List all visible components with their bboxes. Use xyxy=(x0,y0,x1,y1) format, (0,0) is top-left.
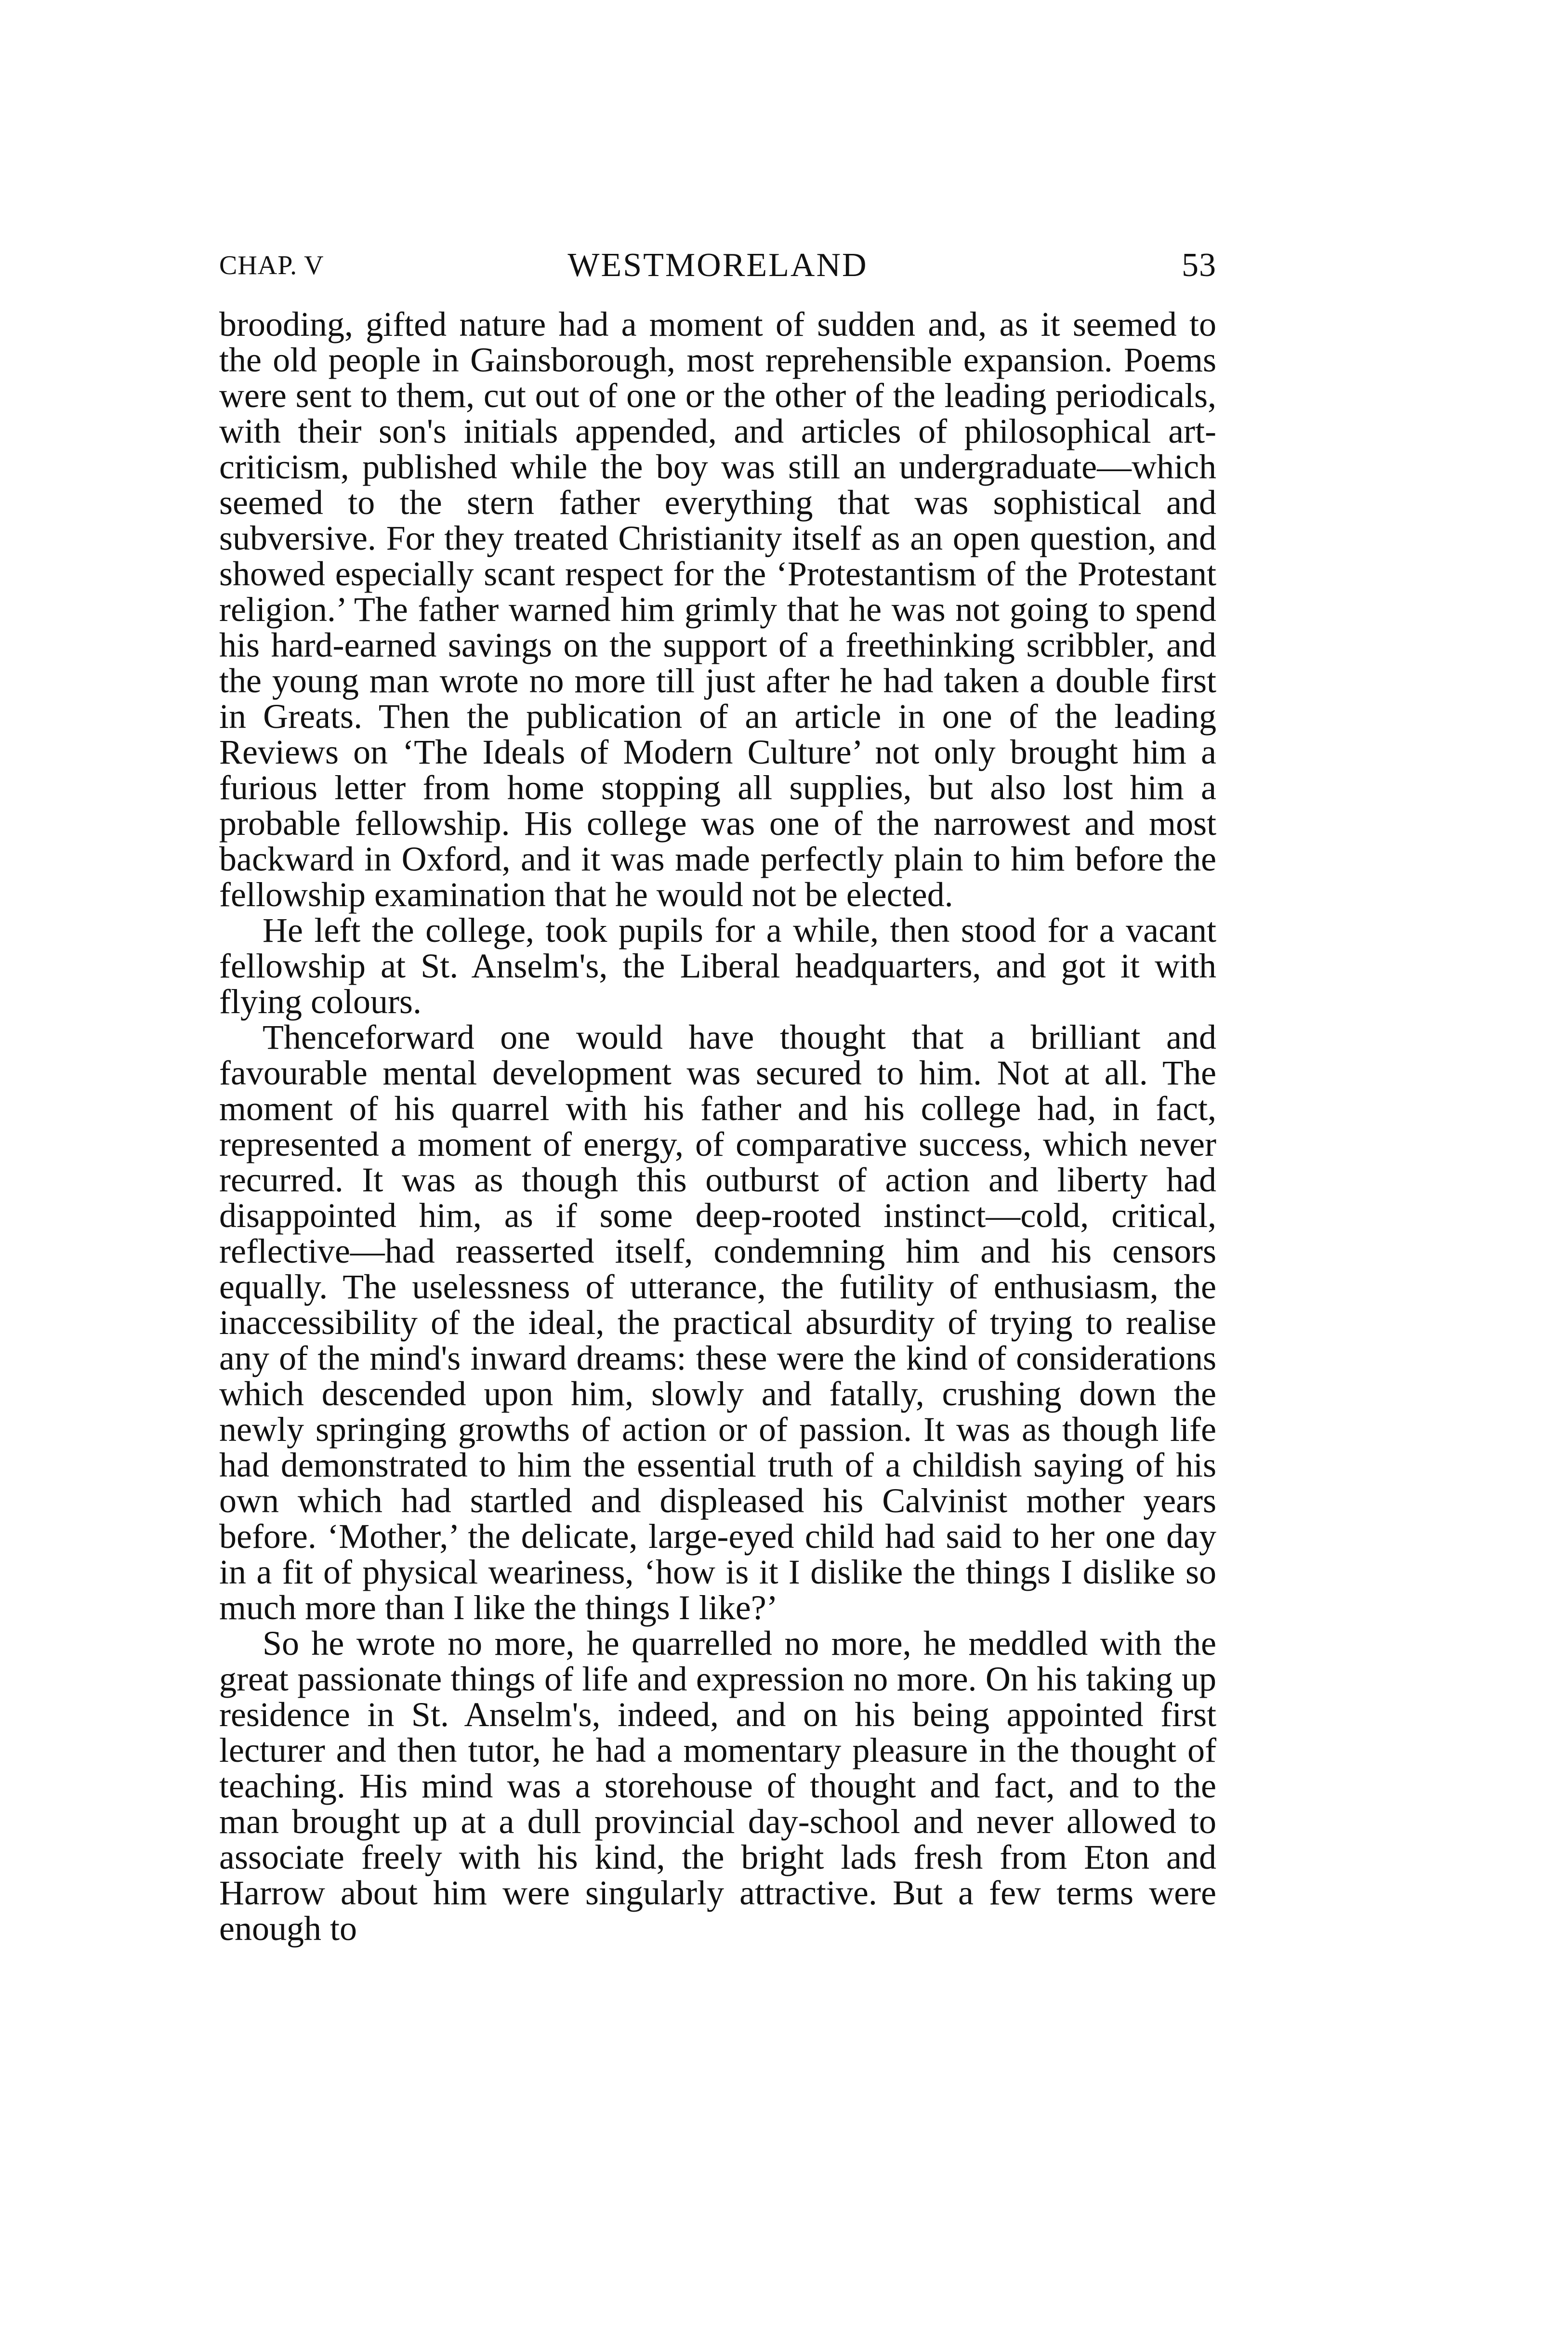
chapter-label: CHAP. V xyxy=(219,251,324,280)
paragraph: So he wrote no more, he quarrelled no more, he meddled with the great passionate things of life and expression no more. On his taking up residence in St. Anselm's, indeed, and on his being appointed first lecturer and then tutor, he had a momentary pleasure in the thought of teaching. His mind was a storehouse of thought and fact, and to the man brought up at a dull provincial day-school and never allowed to associate freely with his kind, the bright lads fresh from Eton and Harrow about him were singularly attractive. But a few terms were enough to xyxy=(219,1624,1216,1948)
running-title: WESTMORELAND xyxy=(567,247,868,284)
paragraph-continued: brooding, gifted nature had a moment of sudden and, as it seemed to the old people in Gainsborough, most reprehensible expansion. Poems were sent to them, cut out of one or the other of the leading periodicals, with their son's initials appended, and articles of philosophical art-criticism, published while the boy was still an undergraduate—which seemed to the stern father everything that was sophistical and subversive. For they treated Christianity itself as an open question, and showed especially scant respect for the ‘Protestantism of the Protestant religion.’ The father warned him grimly that he was not going to spend his hard-earned savings on the support of a freethinking scribbler, and the young man wrote no more till just after he had taken a double first in Greats. Then the publication of an article in one of the leading Reviews on ‘The Ideals of Modern Culture’ not only brought him a furious letter from home stopping all supplies, but also lost him a probable fellowship. His college was one of the narrowest and most backward in Oxford, and it was made perfectly plain to him before the fellowship examination that he would not be elected. xyxy=(219,305,1216,914)
paragraph: Thenceforward one would have thought that a brilliant and favourable mental development was secured to him. Not at all. The moment of his quarrel with his father and his college had, in fact, represented a moment of energy, of comparative success, which never recurred. It was as though this outburst of action and liberty had disappointed him, as if some deep-rooted instinct—cold, critical, reflective—had reasserted itself, condemning him and his censors equally. The uselessness of utterance, the futility of enthusiasm, the inaccessibility of the ideal, the practical absurdity of trying to realise any of the mind's inward dreams: these were the kind of considerations which descended upon him, slowly and fatally, crushing down the newly springing growths of action or of passion. It was as though life had demonstrated to him the essential truth of a childish saying of his own which had startled and displeased his Calvinist mother years before. ‘Mother,’ the delicate, large-eyed child had said to her one day in a fit of physical weariness, ‘how is it I dislike the things I dislike so much more than I like the things I like?’ xyxy=(219,1018,1216,1627)
running-header xyxy=(219,244,1216,287)
page-number: 53 xyxy=(1182,247,1216,284)
body-text xyxy=(219,306,1216,1946)
paragraph: He left the college, took pupils for a while, then stood for a vacant fellowship at St. Anselm's, the Liberal headquarters, and got it with flying colours. xyxy=(219,911,1216,1021)
